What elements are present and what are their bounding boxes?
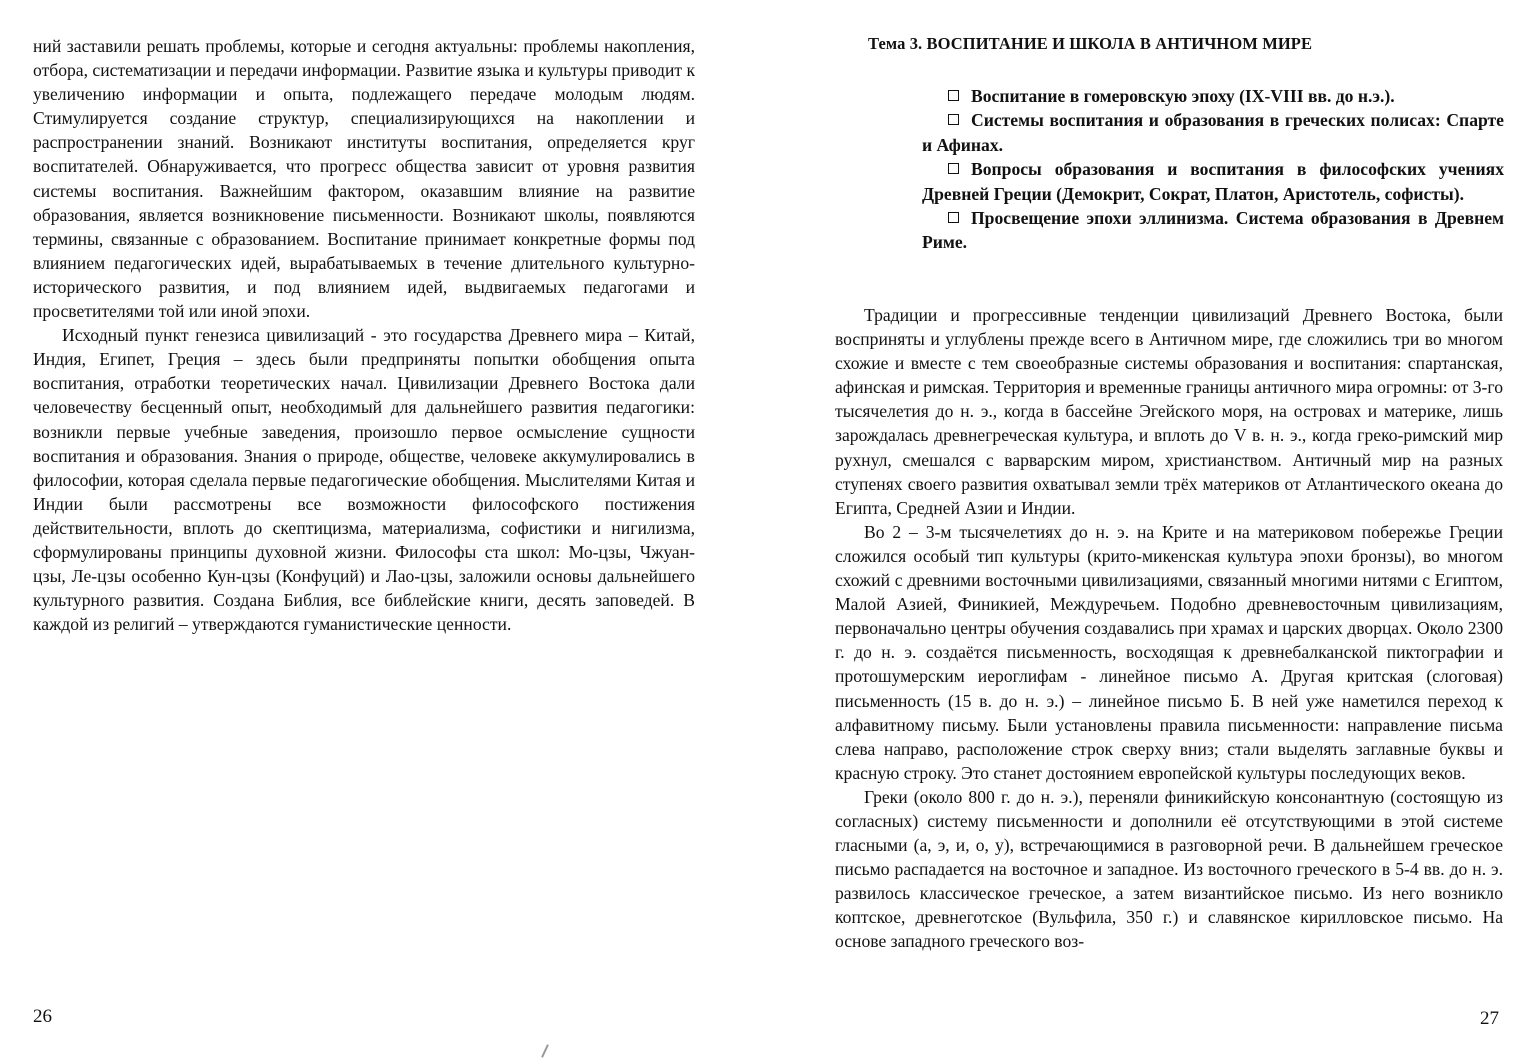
- topic-title: Тема 3. ВОСПИТАНИЕ И ШКОЛА В АНТИЧНОМ МИРЕ: [868, 34, 1313, 53]
- right-page: [760, 0, 1520, 1060]
- checkbox-bullet-icon: [948, 114, 959, 125]
- outline-item: [922, 108, 1504, 157]
- outline-item-text: Вопросы образования и воспитания в философских учениях Древней Греции (Демокрит, Сократ, Платон, Аристотель, софисты).: [922, 159, 1504, 204]
- right-paragraph-2: Во 2 – 3-м тысячелетиях до н. э. на Крите и на материковом побережье Греции сложился особый тип культуры (крито-микенская культура эпохи бронзы), во многом схожий с древними восточными цивилизациями, связанный многими нитями с Египтом, Малой Азией, Финикией, Междуречьем. Подобно древневосточным цивилизациям, первоначально центры обучения создавались при храмах и царских дворцах. Около 2300 г. до н. э. создаётся письменность, восходящая к древнебалканской пиктографии и протошумерским иероглифам - линейное письмо А. Другая критская (слоговая) письменность (15 в. до н. э.) – линейное письмо Б. В ней уже наметился переход к алфавитному письму. Были установлены правила письменности: направление письма слева направо, расположение строк сверху вниз; стали выделять заглавные буквы и красную строку. Это станет достоянием европейской культуры последующих веков.: [835, 521, 1503, 783]
- outline-item-text: Просвещение эпохи эллинизма. Система образования в Древнем Риме.: [922, 208, 1504, 253]
- right-paragraph-1: Традиции и прогрессивные тенденции цивилизаций Древнего Востока, были восприняты и углублены прежде всего в Античном мире, где сложились три во многом схожие и вместе с тем своеобразные системы образования и воспитания: спартанская, афинская и римская. Территория и временные границы античного мира огромны: от 3-го тысячелетия до н. э., когда в бассейне Эгейского моря, на островах и материке, лишь зарождалась древнегреческая культура, и вплоть до V в. н. э., когда греко-римский мир рухнул, смешался с варварским миром, христианством. Античный мир на разных ступенях своего развития охватывал земли трёх материков от Атлантического океана до Египта, Средней Азии и Индии.: [835, 305, 1503, 518]
- outline-item: [922, 157, 1504, 206]
- topic-outline: [922, 84, 1504, 255]
- page-number-right: 27: [1480, 1008, 1499, 1029]
- left-paragraph-1: ний заставили решать проблемы, которые и сегодня актуальны: проблемы накопления, отбора, систематизации и передачи информации. Развитие языка и культуры приводит к увеличению информации и опыта, подлежащего передаче молодым людям. Стимулируется создание структур, специализирующихся на накоплении и распространении знаний. Возникают институты воспитания, определяется круг воспитателей. Обнаруживается, что прогресс общества зависит от уровня развития системы воспитания. Важнейшим фактором, оказавшим влияние на развитие образования, является возникновение письменности. Возникают школы, появляются термины, связанные с образованием. Воспитание принимает конкретные формы под влиянием педагогических идей, вырабатываемых в течение длительного культурно-исторического развития, и под влиянием идей, выдвигаемых педагогами и просветителями той или иной эпохи.: [33, 36, 695, 322]
- page-number-left: 26: [33, 1006, 52, 1027]
- right-paragraph-3: Греки (около 800 г. до н. э.), переняли финикийскую консонантную (состоящую из согласных) систему письменности и дополнили её отсутствующими в этой системе гласными (а, э, и, о, у), встречающимися в разговорной речи. В дальнейшем греческое письмо распадается на восточное и западное. Из восточного греческого в 5-4 вв. до н. э. развилось классическое греческое, а затем византийское письмо. Из него возникло коптское, древнеготское (Вульфила, 350 г.) и славянское кирилловское письмо. На основе западного греческого воз-: [835, 786, 1503, 952]
- checkbox-bullet-icon: [948, 90, 959, 101]
- outline-item: [922, 206, 1504, 255]
- outline-item-text: Воспитание в гомеровскую эпоху (IX-VIII вв. до н.э.).: [971, 86, 1395, 106]
- outline-item: [922, 84, 1504, 108]
- checkbox-bullet-icon: [948, 212, 959, 223]
- scan-mark: [541, 1044, 549, 1058]
- left-paragraph-2: Исходный пункт генезиса цивилизаций - это государства Древнего мира – Китай, Индия, Египет, Греция – здесь были предприняты попытки обобщения опыта воспитания, отработки теоретических начал. Цивилизации Древнего Востока дали человечеству бесценный опыт, необходимый для дальнейшего развития педагогики: возникли первые учебные заведения, произошло первое осмысление сущности воспитания и образования. Знания о природе, обществе, человеке аккумулировались в философии, которая сделала первые педагогические обобщения. Мыслителями Китая и Индии были рассмотрены все возможности философского постижения действительности, вплоть до скептицизма, материализма, софистики и нигилизма, сформулированы принципы духовной жизни. Философы ста школ: Мо-цзы, Чжуан-цзы, Ле-цзы особенно Кун-цзы (Конфуций) и Лао-цзы, заложили основы дальнейшего культурного развития. Создана Библия, все библейские книги, десять заповедей. В каждой из религий – утверждаются гуманистические ценности.: [33, 325, 695, 635]
- right-page-body: [835, 303, 1503, 954]
- outline-item-text: Системы воспитания и образования в греческих полисах: Спарте и Афинах.: [922, 110, 1504, 155]
- checkbox-bullet-icon: [948, 163, 959, 174]
- left-page-body: [33, 34, 695, 636]
